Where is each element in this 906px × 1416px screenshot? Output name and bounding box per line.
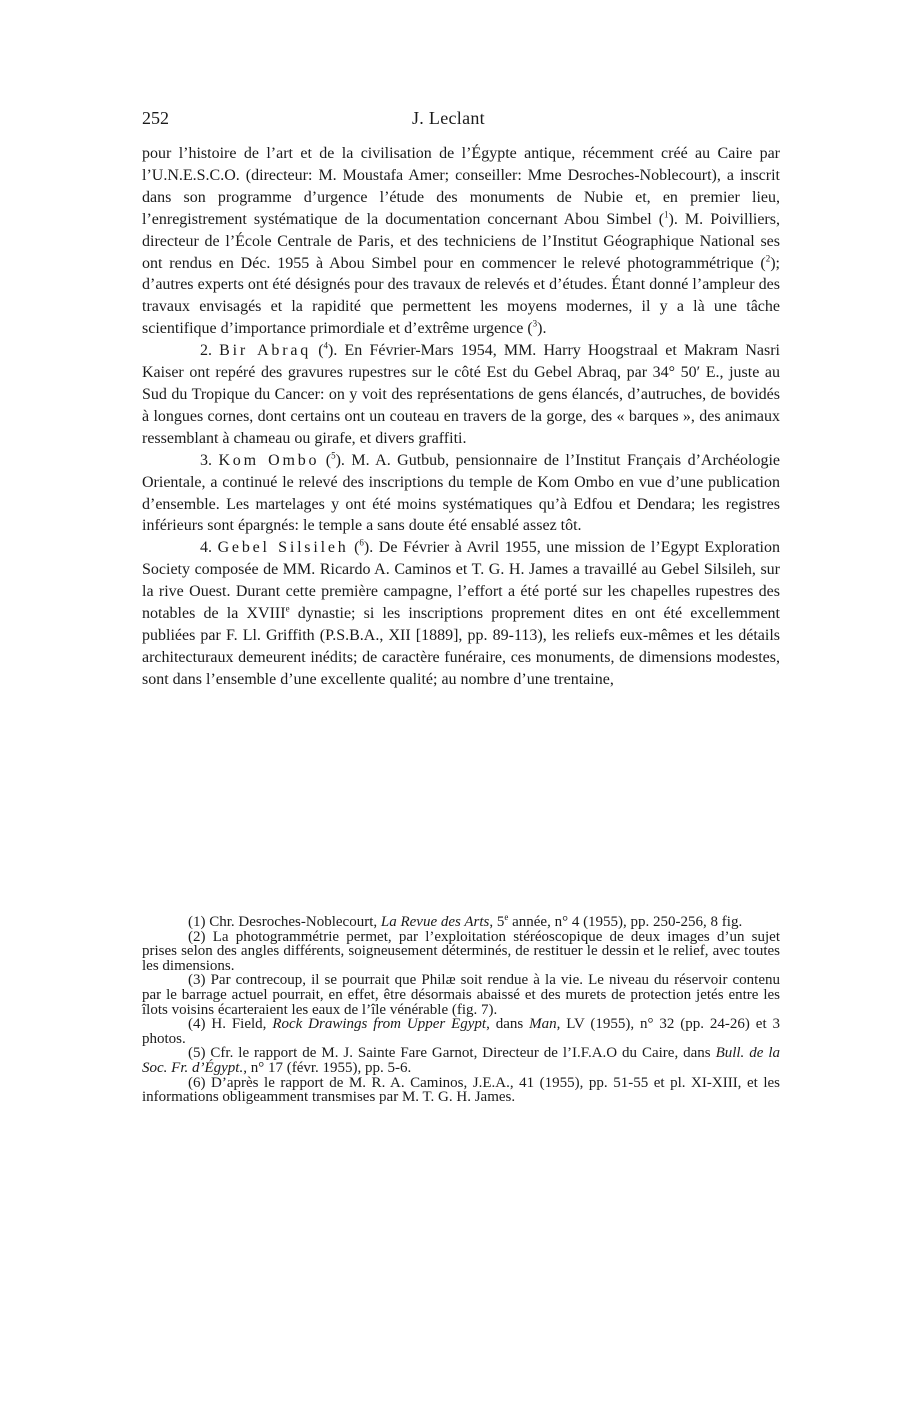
page-number: 252 (142, 108, 169, 128)
page-header (142, 108, 780, 132)
running-head: J. Leclant (412, 108, 485, 128)
footnote-ref: 6 (359, 537, 364, 548)
footnote-ref: 1 (664, 209, 669, 220)
body-text (142, 143, 780, 691)
paragraph-gebel-silsileh: 4. Gebel Silsileh ($^6$). De Février à Avril 1955, une mission de l’Egypt Exploration Society composée de MM. Ricardo A. Caminos et T. G. H. James a travaillé au Gebel Silsileh, sur la rive Ouest. Durant cette première campagne, l’effort a été porté sur les chapelles rupestres des notables de la XVIIIe dynastie; si les inscriptions proprement dites en ont été excellemment publiées par F. Ll. Griffith (P.S.B.A., XII [1889], pp. 89-113), les reliefs eux-mêmes et les détails architecturaux demeurent inédits; de caractère funéraire, ces monuments, de dimensions modestes, sont dans l’ensemble d’une excellente qualité; au nombre d’une trentaine, (142, 537, 781, 688)
footnote-4: (4) H. Field, Rock Drawings from Upper Egypt, dans Man, LV (1955), n° 32 (pp. 24-26) et 3 photos. (142, 1016, 780, 1047)
site-name: Kom Ombo (218, 451, 320, 469)
footnotes (142, 912, 780, 1106)
footnote-5: (5) Cfr. le rapport de M. J. Sainte Fare Garnot, Directeur de l’I.F.A.O du Caire, dans Bull. de la Soc. Fr. d’Égypt., n° 17 (févr. 1955), pp. 5-6. (142, 1045, 780, 1076)
footnote-1: (1) Chr. Desroches-Noblecourt, La Revue des Arts, 5e année, n° 4 (1955), pp. 250-256, 8 fig. (188, 912, 743, 930)
site-name: Gebel Silsileh (217, 539, 349, 557)
paragraph-kom-ombo: 3. Kom Ombo ($^5$). M. A. Gutbub, pensionnaire de l’Institut Français d’Archéologie Orientale, a continué le relevé des inscriptions du temple de Kom Ombo en vue d’une publication d’ensemble. Les martelages y ont été moins systématiques qu’à Edfou et Dendara; les registres inférieurs sont épargnés: le temple a sans doute été ensablé assez tôt. (142, 450, 781, 535)
footnote-3: (3) Par contrecoup, il se pourrait que Philæ soit rendue à la vie. Le niveau du réservoir contenu par le barrage actuel pourrait, en effet, être désormais abaissé et des murets de protection jetés entre les îlots voisins écarteraient les eaux de l’île vénérable (fig. 7). (142, 972, 780, 1018)
footnote-ref: 4 (323, 340, 329, 351)
footnote-ref: 3 (532, 318, 538, 329)
paragraph-bir-abraq: 2. Bir Abraq ($^4$). En Février-Mars 1954, MM. Harry Hoogstraal et Makram Nasri Kaiser ont repéré des gravures rupestres sur le côté Est du Gebel Abraq, par 34° 50′ E., juste au Sud du Tropique du Cancer: on y voit des représentations de gens élancés, d’autruches, de bovidés à longues cornes, dont certains ont un couteau en travers de la gorge, des « barques », des animaux ressemblant à chameau ou girafe, et divers graffiti. (142, 340, 780, 447)
site-name: Bir Abraq (219, 342, 312, 360)
footnote-6: (6) D’après le rapport de M. R. A. Caminos, J.E.A., 41 (1955), pp. 51-55 et pl. XI-XIII, et les informations obligeamment transmises par M. T. G. H. James. (142, 1074, 780, 1106)
footnote-ref: 5 (331, 450, 336, 461)
paragraph-abou-simbel: pour l’histoire de l’art et de la civilisation de l’Égypte antique, récemment créé au Caire par l’U.N.E.S.C.O. (directeur: M. Moustafa Amer; conseiller: Mme Desroches-Noblecourt), a inscrit dans son programme d’urgence l’étude des monuments de Nubie et, en premier lieu, l’enregistrement systématique de la documentation concernant Abou Simbel ($^1$). M. Poivilliers, directeur de l’École Centrale de Paris, et des techniciens de l’Institut Géographique National ses ont rendus en Déc. 1955 à Abou Simbel pour en commencer le relevé photogrammétrique ($^2$); d’autres experts ont été désignés pour des travaux de relevés et d’études. Étant donné l’ampleur des travaux envisagés et la rapidité que permettent les moyens modernes, il y a là une tâche scientifique d’importance primordiale et d’extrême urgence ($^3$). (142, 145, 780, 338)
footnote-ref: 2 (765, 253, 771, 264)
footnote-2: (2) La photogrammétrie permet, par l’exploitation stéréoscopique de deux images d’un sujet prises selon des angles différents, soigneusement déterminés, de restituer le dessin et le relief, avec toutes les dimensions. (142, 928, 780, 974)
